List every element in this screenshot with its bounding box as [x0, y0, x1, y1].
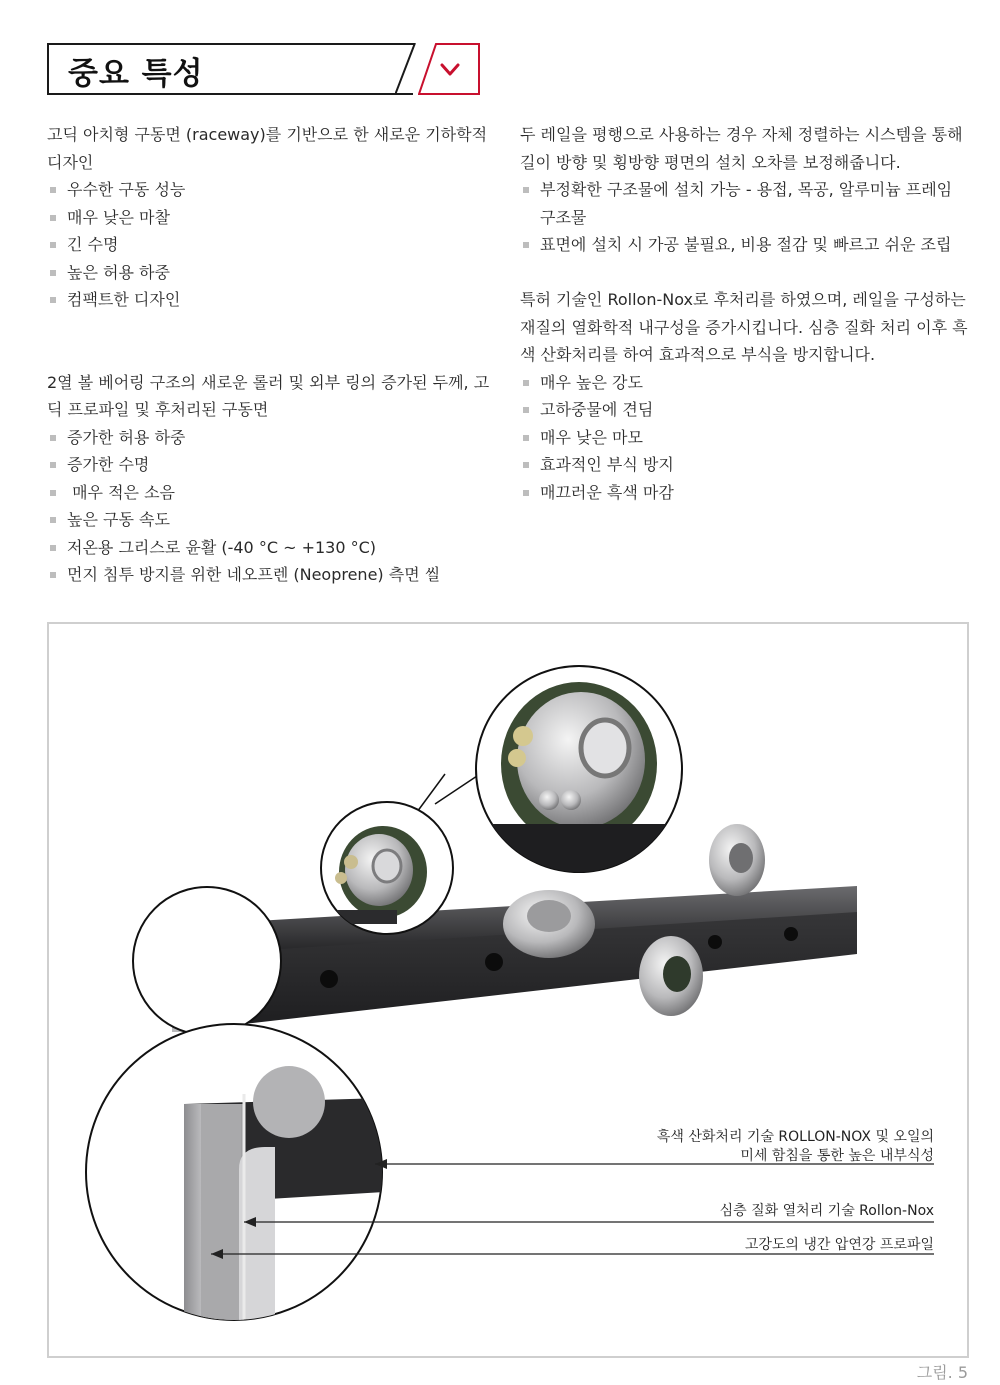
list-item: 높은 구동 속도 — [47, 506, 502, 534]
list-item: 증가한 수명 — [47, 451, 502, 479]
list-item: 우수한 구동 성능 — [47, 176, 502, 204]
list-item: 표면에 설치 시 가공 불필요, 비용 절감 및 빠르고 쉬운 조립 — [520, 231, 970, 259]
right-column — [520, 121, 970, 506]
left-list-2 — [47, 424, 502, 589]
list-item: 매우 낮은 마모 — [520, 424, 970, 452]
left-list-1 — [47, 176, 502, 314]
right-list-1 — [520, 176, 970, 259]
list-item: 부정확한 구조물에 설치 가능 - 용접, 목공, 알루미늄 프레임 구조물 — [520, 176, 970, 231]
right-list-2 — [520, 369, 970, 507]
list-item: 효과적인 부식 방지 — [520, 451, 970, 479]
list-item: 증가한 허용 하중 — [47, 424, 502, 452]
list-item: 매우 적은 소음 — [47, 479, 502, 507]
list-item: 높은 허용 하중 — [47, 259, 502, 287]
list-item: 매우 높은 강도 — [520, 369, 970, 397]
list-item: 컴팩트한 디자인 — [47, 286, 502, 314]
chevron-down-icon — [442, 65, 458, 74]
list-item: 매끄러운 흑색 마감 — [520, 479, 970, 507]
list-item: 저온용 그리스로 윤활 (-40 °C ~ +130 °C) — [47, 534, 502, 562]
list-item: 매우 낮은 마찰 — [47, 204, 502, 232]
right-intro-2: 특허 기술인 Rollon-Nox로 후처리를 하였으며, 레일을 구성하는 재질의 열화학적 내구성을 증가시킵니다. 심층 질화 처리 이후 흑색 산화처리를 하여 효과적으로 부식을 방지합니다. — [520, 290, 968, 364]
right-intro-1: 두 레일을 평행으로 사용하는 경우 자체 정렬하는 시스템을 통해 길이 방향 및 횡방향 평면의 설치 오차를 보정해줍니다. — [520, 125, 963, 172]
page-title: 중요 특성 — [68, 56, 204, 92]
collapse-toggle[interactable] — [418, 43, 480, 95]
left-intro-1: 고딕 아치형 구동면 (raceway)를 기반으로 한 새로운 기하학적 디자인 — [47, 125, 488, 172]
callout-1: 흑색 산화처리 기술 ROLLON-NOX 및 오일의 미세 함침을 통한 높은 내부식성 — [656, 1129, 934, 1164]
left-column — [47, 121, 502, 589]
callout-3: 고강도의 냉간 압연강 프로파일 — [744, 1237, 934, 1253]
list-item: 고하중물에 견딤 — [520, 396, 970, 424]
list-item: 먼지 침투 방지를 위한 네오프렌 (Neoprene) 측면 씰 — [47, 561, 502, 589]
left-intro-2: 2열 볼 베어링 구조의 새로운 롤러 및 외부 링의 증가된 두께, 고딕 프로파일 및 후처리된 구동면 — [47, 372, 490, 419]
figure-label: 그림. 5 — [916, 1363, 968, 1382]
list-item: 긴 수명 — [47, 231, 502, 259]
callout-2: 심층 질화 열처리 기술 Rollon-Nox — [719, 1203, 934, 1219]
